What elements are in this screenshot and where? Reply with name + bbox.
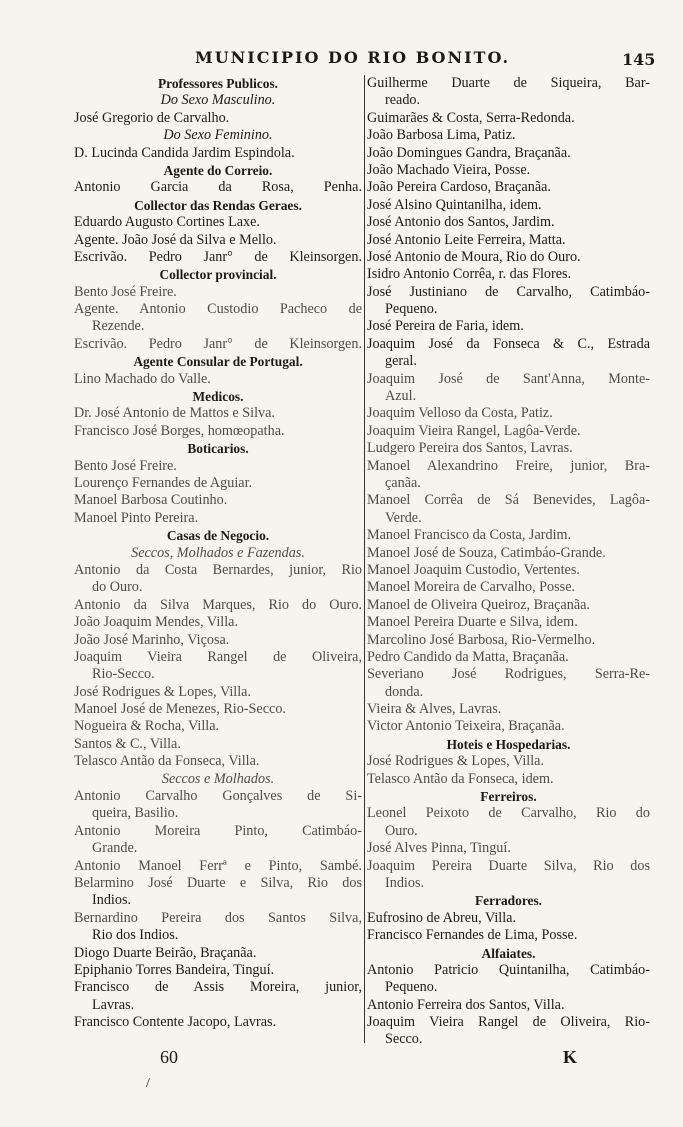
entry-continuation: Rezende. bbox=[92, 318, 145, 335]
section-heading: Agente Consular de Portugal. bbox=[133, 354, 303, 370]
entry-line: Manoel José de Souza, Catimbáo-Grande. bbox=[367, 544, 606, 561]
entry-line: Telasco Antão da Fonseca, Villa. bbox=[74, 753, 260, 770]
entry-line: Antonio Moreira Pinto, Catimbáo- bbox=[74, 822, 362, 839]
entry-continuation: queira, Basilio. bbox=[92, 805, 179, 822]
entry-line: Manoel Corrêa de Sá Benevides, Lagôa- bbox=[367, 492, 650, 509]
entry-line: Antonio Patricio Quintanilha, Catimbáo- bbox=[367, 961, 650, 978]
right-column bbox=[367, 75, 650, 1049]
running-title: MUNICIPIO DO RIO BONITO. bbox=[195, 48, 511, 67]
entry-line: José Antonio Leite Ferreira, Matta. bbox=[367, 231, 566, 248]
entry-line: Guilherme Duarte de Siqueira, Bar- bbox=[367, 75, 650, 91]
entry-line: Lino Machado do Valle. bbox=[74, 370, 211, 387]
entry-line: José Rodrigues & Lopes, Villa. bbox=[367, 753, 545, 770]
entry-line: Bento José Freire. bbox=[74, 283, 177, 300]
entry-line: Joaquim Vieira Rangel, Lagôa-Verde. bbox=[367, 422, 581, 439]
entry-line: Eduardo Augusto Cortines Laxe. bbox=[74, 214, 260, 231]
entry-line: Bernardino Pereira dos Santos Silva, bbox=[74, 909, 362, 926]
entry-line: José Alves Pinna, Tinguí. bbox=[367, 840, 511, 857]
entry-line: Joaquim José da Fonseca & C., Estrada bbox=[367, 335, 650, 352]
stray-mark: / bbox=[146, 1076, 150, 1091]
entry-line: Agente. João José da Silva e Mello. bbox=[74, 231, 277, 248]
entry-line: Joaquim José de Sant'Anna, Monte- bbox=[367, 370, 650, 387]
section-heading: Ferradores. bbox=[474, 893, 543, 909]
entry-line: Agente. Antonio Custodio Pacheco de bbox=[74, 301, 362, 318]
entry-continuation: Grande. bbox=[92, 840, 138, 857]
entry-continuation: Azul. bbox=[385, 388, 417, 405]
entry-line: Francisco de Assis Moreira, junior, bbox=[74, 979, 362, 996]
entry-line: Lourenço Fernandes de Aguiar. bbox=[74, 474, 253, 491]
entry-line: Francisco Contente Jacopo, Lavras. bbox=[74, 1014, 277, 1031]
entry-line: José Antonio de Moura, Rio do Ouro. bbox=[367, 248, 581, 265]
subsection-heading: Seccos, Molhados e Fazendas. bbox=[131, 544, 305, 561]
entry-continuation: donda. bbox=[385, 683, 424, 700]
page-header bbox=[0, 46, 683, 72]
entry-continuation: Secco. bbox=[385, 1031, 423, 1048]
entry-line: Joaquim Velloso da Costa, Patiz. bbox=[367, 405, 553, 422]
entry-line: Marcolino José Barbosa, Rio-Vermelho. bbox=[367, 631, 596, 648]
entry-line: Pedro Candido da Matta, Braçanãa. bbox=[367, 648, 569, 665]
entry-line: João Machado Vieira, Posse. bbox=[367, 161, 531, 178]
section-heading: Alfaiates. bbox=[481, 945, 536, 961]
section-heading: Ferreiros. bbox=[480, 789, 537, 805]
entry-line: Manoel Joaquim Custodio, Vertentes. bbox=[367, 561, 580, 578]
entry-line: João Barbosa Lima, Patiz. bbox=[367, 127, 516, 144]
entry-line: Belarmino José Duarte e Silva, Rio dos bbox=[74, 874, 362, 891]
page-number: 145 bbox=[622, 50, 656, 69]
entry-line: José Justiniano de Carvalho, Catimbáo- bbox=[367, 283, 650, 300]
signature-mark-right: K bbox=[563, 1047, 578, 1067]
entry-line: Bento José Freire. bbox=[74, 457, 177, 474]
entry-line: Joaquim Vieira Rangel de Oliveira, bbox=[74, 648, 362, 665]
entry-line: José Gregorio de Carvalho. bbox=[74, 109, 230, 126]
entry-line: Antonio Manoel Ferrª e Pinto, Sambé. bbox=[74, 857, 362, 874]
entry-continuation: Rio dos Indios. bbox=[92, 927, 179, 944]
entry-line: Telasco Antão da Fonseca, idem. bbox=[367, 770, 554, 787]
entry-line: João José Marinho, Viçosa. bbox=[74, 631, 230, 648]
entry-line: João Joaquim Mendes, Villa. bbox=[74, 614, 238, 631]
entry-continuation: do Ouro. bbox=[92, 579, 143, 596]
section-heading: Professores Publicos. bbox=[157, 76, 278, 91]
entry-continuation: Pequeno. bbox=[385, 301, 438, 318]
entry-line: Escrivão. Pedro Janr° de Kleinsorgen. bbox=[74, 248, 362, 265]
entry-continuation: Verde. bbox=[385, 509, 422, 526]
entry-line: Isidro Antonio Corrêa, r. das Flores. bbox=[367, 266, 572, 283]
entry-line: Guimarães & Costa, Serra-Redonda. bbox=[367, 109, 575, 126]
section-heading: Casas de Negocio. bbox=[166, 528, 270, 544]
subsection-heading: Do Sexo Feminino. bbox=[163, 127, 273, 144]
section-heading: Hoteis e Hospedarias. bbox=[446, 736, 571, 752]
entry-line: Manoel de Oliveira Queiroz, Braçanãa. bbox=[367, 596, 590, 613]
entry-line: Eufrosino de Abreu, Villa. bbox=[367, 909, 517, 926]
entry-line: Antonio da Silva Marques, Rio do Ouro. bbox=[74, 596, 362, 613]
entry-line: Nogueira & Rocha, Villa. bbox=[74, 718, 220, 735]
entry-line: José Antonio dos Santos, Jardim. bbox=[367, 214, 555, 231]
entry-line: João Domingues Gandra, Braçanãa. bbox=[367, 144, 571, 161]
entry-line: Joaquim Pereira Duarte Silva, Rio dos bbox=[367, 857, 650, 874]
entry-continuation: Pequeno. bbox=[385, 979, 438, 996]
entry-line: Diogo Duarte Beirão, Braçanãa. bbox=[74, 944, 257, 961]
entry-line: José Pereira de Faria, idem. bbox=[367, 318, 524, 335]
entry-line: Escrivão. Pedro Janr° de Kleinsorgen. bbox=[74, 335, 362, 352]
entry-continuation: geral. bbox=[385, 353, 417, 370]
entry-line: Antonio Ferreira dos Santos, Villa. bbox=[367, 996, 565, 1013]
entry-continuation: Indios. bbox=[92, 892, 132, 909]
entry-line: Antonio Garcia da Rosa, Penha. bbox=[74, 179, 362, 196]
section-heading: Agente do Correio. bbox=[163, 162, 273, 178]
entry-line: Manoel Francisco da Costa, Jardim. bbox=[367, 527, 572, 544]
entry-line: Victor Antonio Teixeira, Braçanãa. bbox=[367, 718, 565, 735]
entry-continuation: çanãa. bbox=[385, 474, 421, 491]
entry-continuation: Ouro. bbox=[385, 822, 418, 839]
section-heading: Collector provincial. bbox=[159, 267, 277, 283]
entry-line: Leonel Peixoto de Carvalho, Rio do bbox=[367, 805, 650, 822]
entry-line: Epiphanio Torres Bandeira, Tinguí. bbox=[74, 961, 275, 978]
section-heading: Boticarios. bbox=[187, 441, 249, 457]
entry-line: João Pereira Cardoso, Braçanãa. bbox=[367, 179, 551, 196]
entry-line: Ludgero Pereira dos Santos, Lavras. bbox=[367, 440, 573, 457]
entry-line: D. Lucinda Candida Jardim Espindola. bbox=[74, 144, 295, 161]
entry-line: Vieira & Alves, Lavras. bbox=[367, 701, 502, 718]
entry-line: José Rodrigues & Lopes, Villa. bbox=[74, 683, 252, 700]
subsection-heading: Seccos e Molhados. bbox=[161, 770, 275, 787]
entry-line: Francisco Fernandes de Lima, Posse. bbox=[367, 927, 578, 944]
left-column bbox=[74, 75, 362, 1031]
entry-line: Santos & C., Villa. bbox=[74, 735, 181, 752]
subsection-heading: Do Sexo Masculino. bbox=[160, 92, 276, 109]
entry-continuation: Rio-Secco. bbox=[92, 666, 155, 683]
entry-line: Manoel Pereira Duarte e Silva, idem. bbox=[367, 614, 578, 631]
entry-line: Antonio da Costa Bernardes, junior, Rio bbox=[74, 561, 362, 578]
column-divider bbox=[364, 75, 365, 1043]
entry-continuation: Indios. bbox=[385, 874, 425, 891]
entry-line: Francisco José Borges, homœopatha. bbox=[74, 422, 285, 439]
entry-line: Antonio Carvalho Gonçalves de Si- bbox=[74, 788, 362, 805]
entry-line: Dr. José Antonio de Mattos e Silva. bbox=[74, 405, 275, 422]
entry-line: Joaquim Vieira Rangel de Oliveira, Rio- bbox=[367, 1014, 650, 1031]
entry-line: Manoel Alexandrino Freire, junior, Bra- bbox=[367, 457, 650, 474]
entry-line: Manoel Barbosa Coutinho. bbox=[74, 492, 228, 509]
entry-line: José Alsino Quintanilha, idem. bbox=[367, 196, 542, 213]
entry-line: Severiano José Rodrigues, Serra-Re- bbox=[367, 666, 650, 683]
entry-continuation: Lavras. bbox=[92, 996, 135, 1013]
entry-line: Manoel Pinto Pereira. bbox=[74, 509, 199, 526]
entry-line: Manoel José de Menezes, Rio-Secco. bbox=[74, 701, 286, 718]
entry-continuation: reado. bbox=[385, 92, 421, 109]
section-heading: Medicos. bbox=[192, 389, 244, 405]
section-heading: Collector das Rendas Geraes. bbox=[134, 197, 302, 213]
signature-mark-left: 60 bbox=[160, 1047, 178, 1067]
entry-line: Manoel Moreira de Carvalho, Posse. bbox=[367, 579, 576, 596]
